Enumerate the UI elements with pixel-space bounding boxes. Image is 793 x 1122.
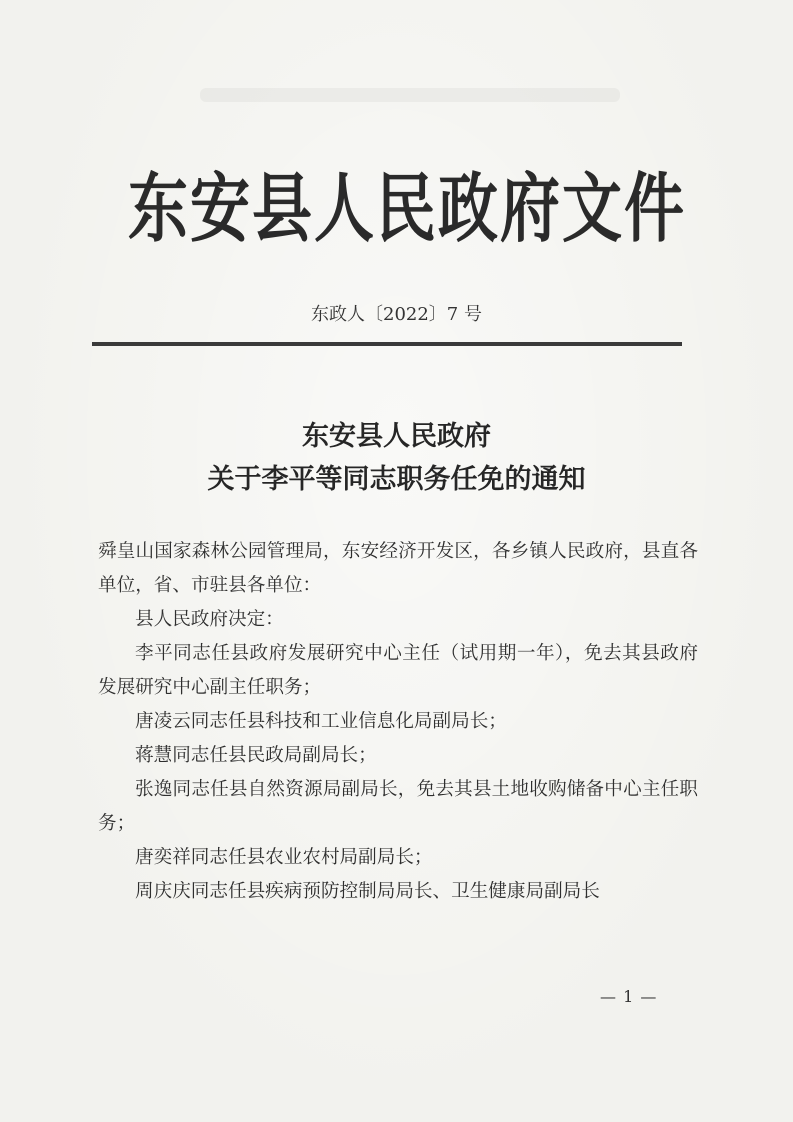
paragraph: 周庆庆同志任县疾病预防控制局局长、卫生健康局副局长 bbox=[135, 881, 600, 902]
paragraph: 张逸同志任县自然资源局副局长，免去其县土地收购储备中心主任职务； bbox=[98, 779, 698, 834]
paragraph: 县人民政府决定： bbox=[135, 609, 284, 630]
document-number: 东政人〔2022〕7 号 bbox=[311, 304, 482, 325]
notice-title-line1: 东安县人民政府 bbox=[302, 421, 491, 452]
paragraph: 唐奕祥同志任县农业农村局副局长； bbox=[135, 847, 433, 868]
paragraph: 李平同志任县政府发展研究中心主任（试用期一年），免去其县政府发展研究中心副主任职务； bbox=[98, 643, 698, 698]
page-number: — 1 — bbox=[600, 987, 658, 1006]
header-divider bbox=[92, 342, 682, 346]
document-headline: 东安县人民政府文件 bbox=[128, 165, 686, 254]
paragraph: 唐凌云同志任县科技和工业信息化局副局长； bbox=[135, 711, 507, 732]
addressees: 舜皇山国家森林公园管理局，东安经济开发区，各乡镇人民政府，县直各单位，省、市驻县各单位： bbox=[98, 541, 698, 596]
notice-title-line2: 关于李平等同志职务任免的通知 bbox=[207, 464, 586, 495]
faint-bleedthrough bbox=[200, 88, 620, 102]
document-body bbox=[98, 535, 698, 909]
paragraph: 蒋慧同志任县民政局副局长； bbox=[135, 745, 377, 766]
